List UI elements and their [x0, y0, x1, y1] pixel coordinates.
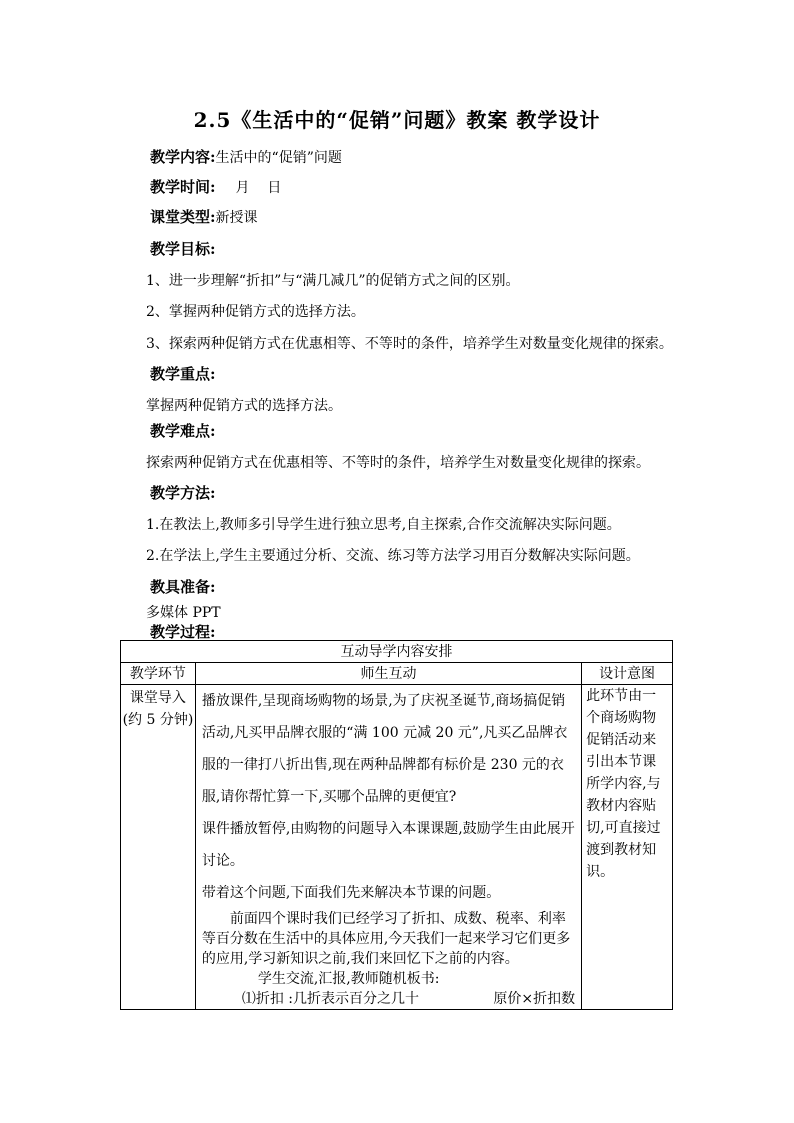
content-line: [150, 146, 342, 167]
methods-heading: 教学方法:: [150, 484, 216, 502]
tools-heading: 教具准备:: [150, 578, 216, 596]
difficulties-heading: 教学难点:: [150, 422, 216, 440]
method-item: 1.在教法上,教师多引导学生进行独立思考,自主探索,合作交流解决实际问题。: [146, 517, 621, 533]
content-value: 生活中的“促销”问题: [215, 150, 342, 166]
interaction-formula-row: [202, 989, 575, 1009]
column-header-phase: 教学环节: [121, 663, 196, 685]
time-line: [150, 176, 281, 197]
phase-cell: 课堂导入(约 5 分钟): [121, 685, 196, 1010]
intent-cell: 此环节由一个商场购物促销活动来引出本节课所学内容,与教材内容贴切,可直接过渡到教材知识。: [582, 685, 673, 1010]
goal-item: 1、进一步理解“折扣”与“满几减几”的促销方式之间的区别。: [146, 273, 520, 289]
tools-text: 多媒体 PPT: [146, 605, 221, 621]
type-label: 课堂类型:: [150, 208, 216, 226]
interaction-paragraph: 课件播放暂停,由购物的问题导入本课课题,鼓励学生由此展开讨论。: [201, 821, 575, 869]
time-value: 月 日: [235, 180, 282, 196]
interaction-paragraph: 前面四个课时我们已经学习了折扣、成数、税率、利率等百分数在生活中的具体应用,今天我们一起来学习它们更多的应用,学习新知识之前,我们来回忆下之前的内容。: [201, 911, 571, 967]
formula-discount: ⑴折扣 :几折表示百分之几十: [241, 991, 420, 1007]
type-value: 新授课: [215, 210, 258, 226]
column-header-intent: 设计意图: [582, 663, 673, 685]
type-line: [150, 206, 258, 227]
goal-item: 2、掌握两种促销方式的选择方法。: [146, 304, 365, 320]
interaction-paragraph: 带着这个问题,下面我们先来解决本节课的问题。: [201, 885, 501, 901]
key-points-text: 掌握两种促销方式的选择方法。: [146, 398, 342, 414]
process-heading: 教学过程:: [150, 623, 216, 641]
formula-price: 原价×折扣数: [493, 991, 576, 1007]
process-table: [120, 640, 673, 1010]
content-label: 教学内容:: [150, 148, 216, 166]
method-item: 2.在学法上,学生主要通过分析、交流、练习等方法学习用百分数解决实际问题。: [146, 548, 640, 564]
goals-heading: 教学目标:: [150, 240, 216, 258]
key-points-heading: 教学重点:: [150, 365, 216, 383]
interaction-cell: [195, 685, 581, 1010]
difficulties-text: 探索两种促销方式在优惠相等、不等时的条件，培养学生对数量变化规律的探索。: [146, 455, 650, 471]
table-title: 互动导学内容安排: [121, 641, 673, 663]
time-label: 教学时间:: [150, 178, 216, 196]
interaction-paragraph: 学生交流,汇报,教师随机板书:: [257, 971, 440, 987]
goal-item: 3、探索两种促销方式在优惠相等、不等时的条件，培养学生对数量变化规律的探索。: [146, 336, 673, 352]
document-title: 2.5《生活中的“促销”问题》教案 教学设计: [193, 108, 601, 132]
column-header-interaction: 师生互动: [195, 663, 581, 685]
interaction-paragraph: 播放课件,呈现商场购物的场景,为了庆祝圣诞节,商场搞促销活动,凡买甲品牌衣服的“满 100 元减 20 元”,凡买乙品牌衣服的一律打八折出售,现在两种品牌都有标价是 230 元的衣服,请你帮忙算一下,买哪个品牌的更便宜?: [201, 693, 568, 805]
